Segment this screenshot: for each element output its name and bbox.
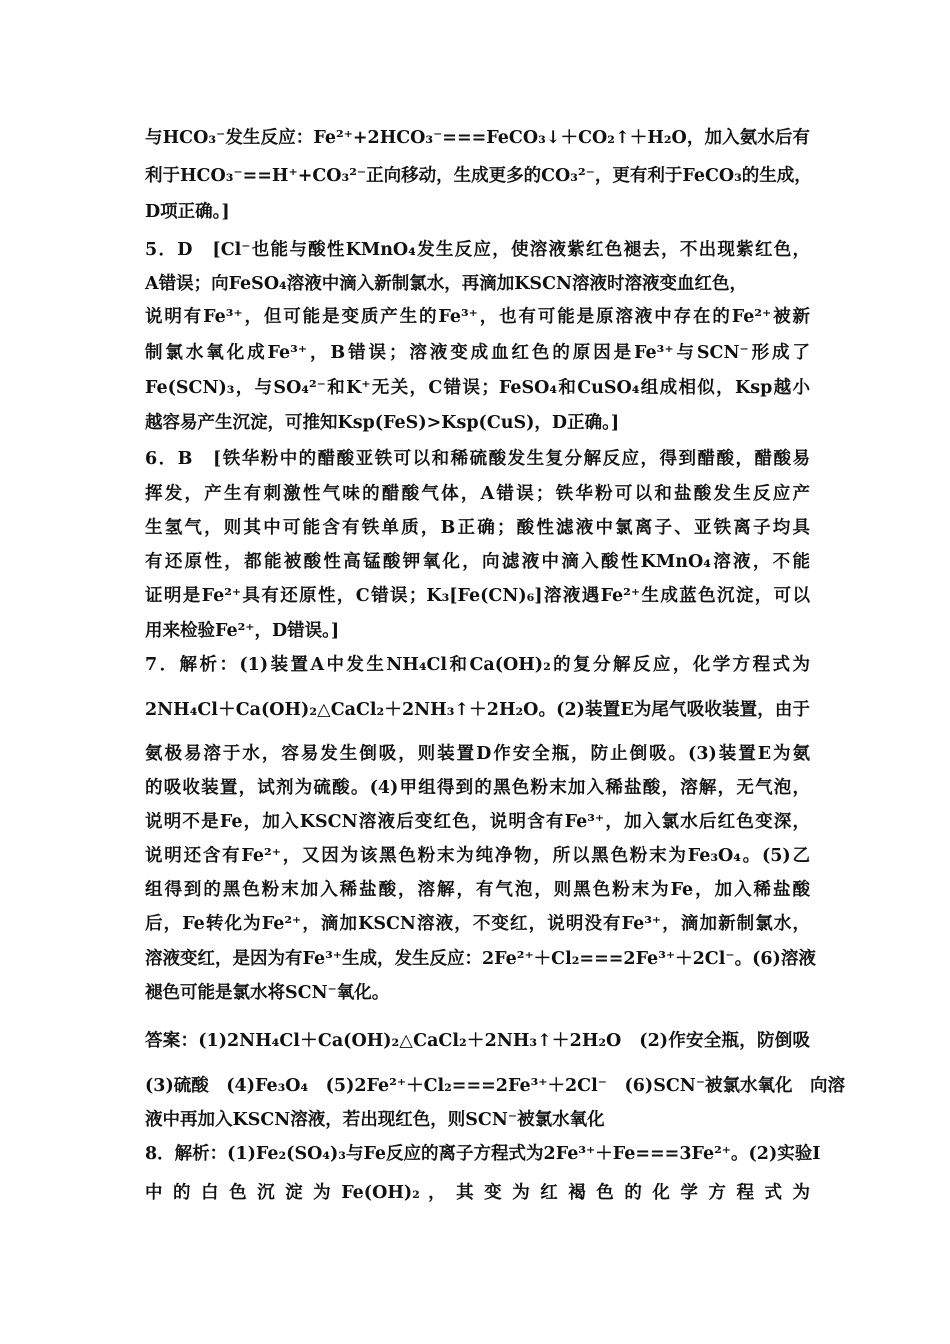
text-line: 后，Fe转化为Fe²⁺，滴加KSCN溶液，不变红，说明没有Fe³⁺，滴加新制氯水， xyxy=(145,914,810,934)
text-line: 6．B [铁华粉中的醋酸亚铁可以和稀硫酸发生复分解反应，得到醋酸，醋酸易 xyxy=(145,449,810,469)
text-line: 褪色可能是氯水将SCN⁻氧化。 xyxy=(145,983,390,1003)
text-line: 组得到的黑色粉末加入稀盐酸，溶解，有气泡，则黑色粉末为Fe，加入稀盐酸 xyxy=(145,880,810,900)
text-line: 有还原性，都能被酸性高锰酸钾氧化，向滤液中滴入酸性KMnO₄溶液，不能 xyxy=(145,552,810,572)
text-line: 5．D [Cl⁻也能与酸性KMnO₄发生反应，使溶液紫红色褪去，不出现紫红色， xyxy=(145,240,810,260)
text-line: 利于HCO₃⁻==H⁺+CO₃²⁻正向移动，生成更多的CO₃²⁻，更有利于FeCO₃的生成， xyxy=(145,166,812,186)
text-line: 溶液变红，是因为有Fe³⁺生成，发生反应：2Fe²⁺＋Cl₂===2Fe³⁺＋2Cl⁻。(6)溶液 xyxy=(145,949,816,969)
answer-line: 液中再加入KSCN溶液，若出现红色，则SCN⁻被氯水氧化 xyxy=(145,1110,605,1130)
text-line: 说明有Fe³⁺，但可能是变质产生的Fe³⁺，也有可能是原溶液中存在的Fe²⁺被新 xyxy=(145,307,810,327)
text-line: 生氢气，则其中可能含有铁单质，B正确；酸性滤液中氯离子、亚铁离子均具 xyxy=(145,518,810,538)
text-line: 氨极易溶于水，容易发生倒吸，则装置D作安全瓶，防止倒吸。(3)装置E为氨 xyxy=(145,744,810,764)
text-line: A错误；向FeSO₄溶液中滴入新制氯水，再滴加KSCN溶液时溶液变血红色， xyxy=(145,274,747,294)
text-line: 中 的 白 色 沉 淀 为 Fe(OH)₂ ， 其 变 为 红 褐 色 的 化 学 方 程 式 为 xyxy=(145,1183,810,1203)
text-line: 的吸收装置，试剂为硫酸。(4)甲组得到的黑色粉末加入稀盐酸，溶解，无气泡， xyxy=(145,778,810,798)
text-line: 7．解析：(1)装置A中发生NH₄Cl和Ca(OH)₂的复分解反应，化学方程式为 xyxy=(145,655,810,675)
text-line: 用来检验Fe²⁺，D错误。] xyxy=(145,621,340,641)
answer-line: 答案：(1)2NH₄Cl＋Ca(OH)₂△CaCl₂＋2NH₃↑＋2H₂O (2)作安全瓶，防倒吸 xyxy=(145,1031,810,1051)
text-line: 挥发，产生有刺激性气味的醋酸气体，A错误；铁华粉可以和盐酸发生反应产 xyxy=(145,484,810,504)
text-line: 8．解析：(1)Fe₂(SO₄)₃与Fe反应的离子方程式为2Fe³⁺＋Fe===3Fe²⁺。(2)实验Ⅰ xyxy=(145,1144,821,1164)
text-line: 与HCO₃⁻发生反应：Fe²⁺+2HCO₃⁻===FeCO₃↓＋CO₂↑＋H₂O，加入氨水后有 xyxy=(145,128,810,148)
text-line: 证明是Fe²⁺具有还原性，C错误；K₃[Fe(CN)₆]溶液遇Fe²⁺生成蓝色沉淀，可以 xyxy=(145,586,810,606)
text-line: Fe(SCN)₃，与SO₄²⁻和K⁺无关，C错误；FeSO₄和CuSO₄组成相似，Ksp越小 xyxy=(145,378,810,398)
text-line: 越容易产生沉淀，可推知Ksp(FeS)>Ksp(CuS)，D正确。] xyxy=(145,413,620,433)
answer-line: (3)硫酸 (4)Fe₃O₄ (5)2Fe²⁺＋Cl₂===2Fe³⁺＋2Cl⁻ (6)SCN⁻被氯水氧化 向溶 xyxy=(145,1076,845,1096)
text-line: 2NH₄Cl＋Ca(OH)₂△CaCl₂＋2NH₃↑＋2H₂O。(2)装置E为尾气吸收装置，由于 xyxy=(145,700,810,720)
text-line: 说明不是Fe，加入KSCN溶液后变红色，说明含有Fe³⁺，加入氯水后红色变深， xyxy=(145,812,810,832)
text-line: 说明还含有Fe²⁺，又因为该黑色粉末为纯净物，所以黑色粉末为Fe₃O₄。(5)乙 xyxy=(145,846,810,866)
text-line: D项正确。] xyxy=(145,202,230,222)
text-line: 制氯水氧化成Fe³⁺，B错误；溶液变成血红色的原因是Fe³⁺与SCN⁻形成了 xyxy=(145,343,810,363)
